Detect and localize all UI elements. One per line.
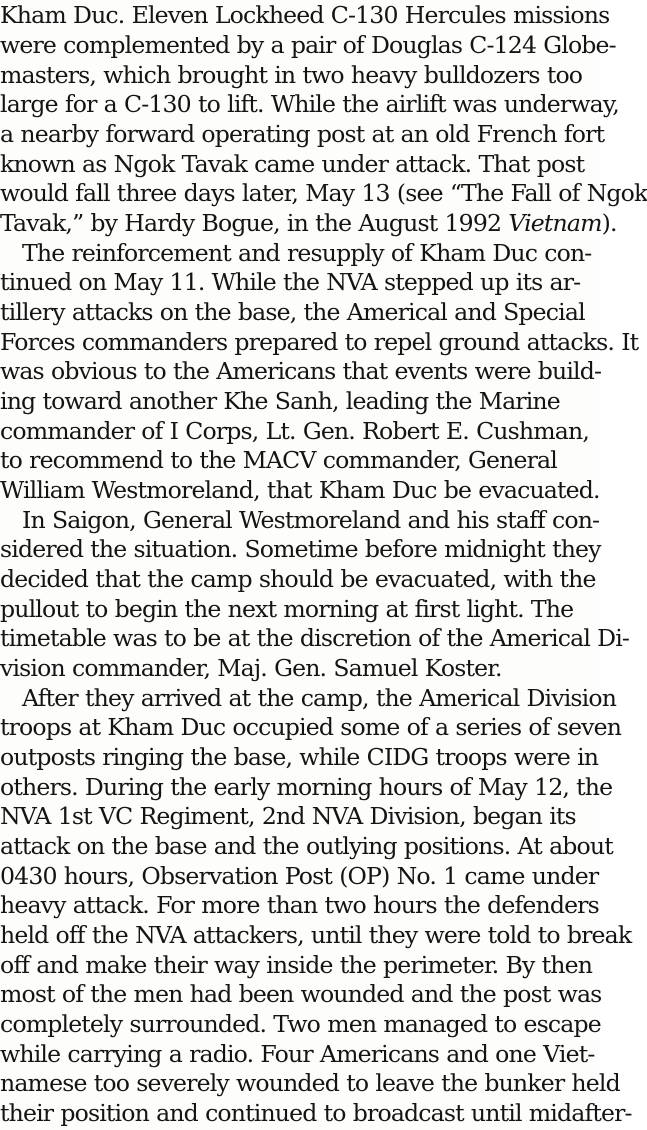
text-line: outposts ringing the base, while CIDG troops were in — [0, 743, 599, 771]
text-line — [0, 208, 617, 239]
text-line: Forces commanders prepared to repel ground attacks. It — [0, 328, 639, 356]
text-line: vision commander, Maj. Gen. Samuel Koster. — [0, 654, 502, 682]
text-line: their position and continued to broadcast until midafter- — [0, 1099, 632, 1127]
text-line: while carrying a radio. Four Americans and one Viet- — [0, 1040, 595, 1068]
text-line: attack on the base and the outlying positions. At about — [0, 832, 613, 860]
text-line: William Westmoreland, that Kham Duc be evacuated. — [0, 476, 600, 504]
text-line: a nearby forward operating post at an old French fort — [0, 120, 605, 148]
text-line: large for a C-130 to lift. While the airlift was underway, — [0, 90, 619, 118]
paragraph-start-line: After they arrived at the camp, the Americal Division — [22, 684, 617, 712]
text-line: to recommend to the MACV commander, General — [0, 446, 557, 474]
text-line: commander of I Corps, Lt. Gen. Robert E. Cushman, — [0, 417, 589, 445]
text-line: 0430 hours, Observation Post (OP) No. 1 came under — [0, 862, 599, 890]
text-line: heavy attack. For more than two hours the defenders — [0, 891, 599, 919]
text-line: sidered the situation. Sometime before midnight they — [0, 535, 601, 563]
text-line: pullout to begin the next morning at first light. The — [0, 595, 574, 623]
text-line: held off the NVA attackers, until they were told to break — [0, 921, 632, 949]
text-line: was obvious to the Americans that events were build- — [0, 357, 602, 385]
text-line: decided that the camp should be evacuated, with the — [0, 565, 596, 593]
text-line: ing toward another Khe Sanh, leading the Marine — [0, 387, 560, 415]
text-line: completely surrounded. Two men managed to escape — [0, 1010, 601, 1038]
text-line: Kham Duc. Eleven Lockheed C-130 Hercules missions — [0, 1, 610, 29]
text-line: namese too severely wounded to leave the bunker held — [0, 1069, 620, 1097]
line-text: Tavak,” by Hardy Bogue, in the August 1992 — [0, 209, 509, 237]
text-line: were complemented by a pair of Douglas C-124 Globe- — [0, 31, 616, 59]
text-line: off and make their way inside the perimeter. By then — [0, 951, 593, 979]
text-line: troops at Kham Duc occupied some of a series of seven — [0, 713, 622, 741]
magazine-title: Vietnam — [508, 209, 602, 237]
paragraph-start-line: In Saigon, General Westmoreland and his staff con- — [22, 506, 600, 534]
text-line: would fall three days later, May 13 (see “The Fall of Ngok — [0, 179, 647, 207]
line-text: ). — [601, 209, 617, 237]
text-line: masters, which brought in two heavy bulldozers too — [0, 61, 583, 89]
paragraph-start-line: The reinforcement and resupply of Kham Duc con- — [22, 239, 592, 267]
text-line: most of the men had been wounded and the post was — [0, 980, 602, 1008]
text-line: others. During the early morning hours of May 12, the — [0, 773, 613, 801]
text-line: timetable was to be at the discretion of the Americal Di- — [0, 624, 630, 652]
text-line: known as Ngok Tavak came under attack. That post — [0, 150, 585, 178]
text-line: tinued on May 11. While the NVA stepped up its ar- — [0, 268, 581, 296]
text-line: NVA 1st VC Regiment, 2nd NVA Division, began its — [0, 802, 576, 830]
text-line: tillery attacks on the base, the Americal and Special — [0, 298, 585, 326]
